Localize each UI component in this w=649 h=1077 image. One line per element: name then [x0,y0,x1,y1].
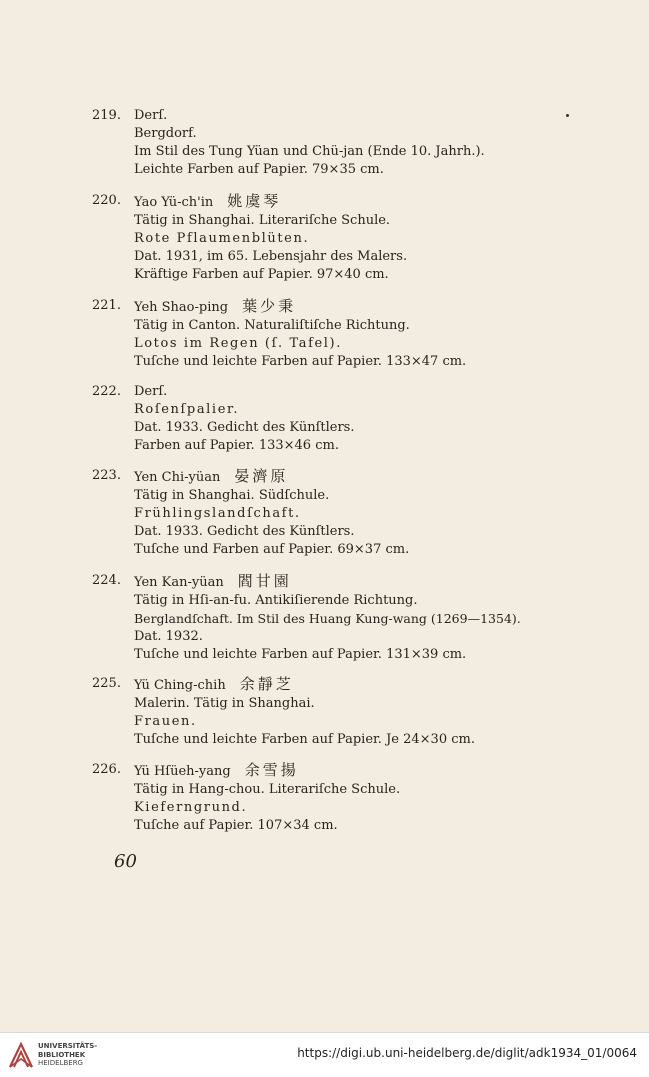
stray-mark [566,114,569,117]
institution-line: BIBLIOTHEK [38,1050,86,1059]
permalink-url[interactable]: https://digi.ub.uni-heidelberg.de/diglit/adk1934_01/0064 [297,1046,637,1060]
entry-line: Tuſche und leichte Farben auf Papier. 131×39 cm. [134,647,467,662]
chinese-name: 葉少秉 [242,297,297,315]
entry-line: Malerin. Tätig in Shanghai. [134,696,315,711]
artwork-title: Kieferngrund. [134,800,248,815]
institution-line: HEIDELBERG [38,1059,83,1067]
artwork-title: Frühlingslandſchaft. [134,506,301,521]
chinese-name: 姚虞琴 [227,192,282,210]
entry-line: Tuſche und leichte Farben auf Papier. Je 24×30 cm. [134,732,475,747]
entry-line: Dat. 1932. [134,629,203,644]
entry-line: Leichte Farben auf Papier. 79×35 cm. [134,162,384,177]
entry-number: 225. [92,676,121,691]
chinese-name: 余雪揚 [244,761,299,779]
entry-line: Dat. 1933. Gedicht des Künſtlers. [134,524,355,539]
entry-line: Im Stil des Tung Yüan und Chü-jan (Ende 10. Jahrh.). [134,144,485,159]
entry-line: Dat. 1933. Gedicht des Künſtlers. [134,420,355,435]
entry-number: 223. [92,468,121,483]
artist-name: Derſ. [134,108,168,123]
chinese-name: 閻甘園 [237,572,292,590]
entry-line: Berglandſchaft. Im Stil des Huang Kung-wang (1269—1354). [134,611,521,626]
artist-name: Yü Ching-chih 余靜芝 [134,675,294,693]
entry-line: Tätig in Shanghai. Literariſche Schule. [134,213,391,228]
artist-name: Yü Hſüeh-yang 余雪揚 [134,761,299,779]
entry-line: Dat. 1931, im 65. Lebensjahr des Malers. [134,249,408,264]
entry-number: 220. [92,193,121,208]
institution-line: UNIVERSITÄTS- [38,1042,98,1050]
entry-number: 222. [92,384,121,399]
entry-line: Tätig in Hang-chou. Literariſche Schule. [134,782,401,797]
artist-name: Yen Chi-yüan 晏濟原 [134,467,289,485]
entry-number: 226. [92,762,121,777]
entry-number: 219. [92,108,121,123]
chinese-name: 晏濟原 [234,467,289,485]
entry-line: Bergdorf. [134,126,197,141]
entry-line: Kräftige Farben auf Papier. 97×40 cm. [134,267,389,282]
footer-bar [0,1032,649,1077]
entry-line: Tuſche auf Papier. 107×34 cm. [134,818,338,833]
entry-number: 224. [92,573,121,588]
artwork-title: Frauen. [134,714,197,729]
entry-line: Tätig in Canton. Naturaliſtiſche Richtung. [134,318,410,333]
institution-name [38,1042,97,1068]
artist-name: Yao Yü-ch'in 姚虞琴 [134,192,282,210]
chinese-name: 余靜芝 [239,675,294,693]
library-logo-icon[interactable] [8,1041,34,1069]
entry-line: Farben auf Papier. 133×46 cm. [134,438,339,453]
entry-line: Tätig in Hſi-an-fu. Antikiſierende Richtung. [134,593,418,608]
artist-name: Derſ. [134,384,168,399]
entry-line: Tuſche und leichte Farben auf Papier. 133×47 cm. [134,354,467,369]
artwork-title: Roſenſpalier. [134,402,240,417]
entry-line: Tätig in Shanghai. Südſchule. [134,488,330,503]
entry-number: 221. [92,298,121,313]
artist-name: Yen Kan-yüan 閻甘園 [134,572,292,590]
artwork-title: Rote Pflaumenblüten. [134,231,310,246]
page-number: 60 [114,851,137,872]
artwork-title: Lotos im Regen (ſ. Tafel). [134,336,342,351]
artist-name: Yeh Shao-ping 葉少秉 [134,297,297,315]
entry-line: Tuſche und Farben auf Papier. 69×37 cm. [134,542,410,557]
